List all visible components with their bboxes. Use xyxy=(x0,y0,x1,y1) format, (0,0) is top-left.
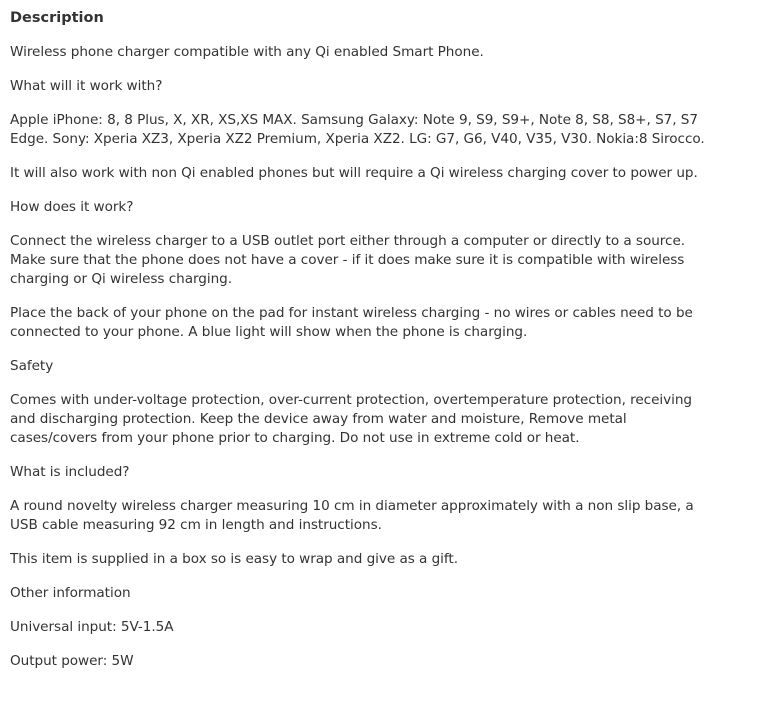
compatibility-heading: What will it work with? xyxy=(10,78,163,94)
placement-paragraph: Place the back of your phone on the pad for instant wireless charging - no wires or cables need to be connected to your phone. A blue light will show when the phone is charging. xyxy=(10,305,693,340)
description-heading: Description xyxy=(10,10,104,26)
safety-heading: Safety xyxy=(10,358,54,374)
non-qi-paragraph: It will also work with non Qi enabled phones but will require a Qi wireless charging cover to power up. xyxy=(10,165,698,181)
included-heading: What is included? xyxy=(10,464,130,480)
gift-paragraph: This item is supplied in a box so is easy to wrap and give as a gift. xyxy=(10,551,458,567)
output-spec: Output power: 5W xyxy=(10,653,134,669)
included-paragraph: A round novelty wireless charger measuring 10 cm in diameter approximately with a non slip base, a USB cable measuring 92 cm in length and instructions. xyxy=(10,498,694,533)
compatible-devices-paragraph: Apple iPhone: 8, 8 Plus, X, XR, XS,XS MAX. Samsung Galaxy: Note 9, S9, S9+, Note 8, S8, S8+, S7, S7 Edge. Sony: Xperia XZ3, Xperia XZ2 Premium, Xperia XZ2. LG: G7, G6, V40, V35, V30. Nokia:8 Sirocco. xyxy=(10,112,705,147)
how-it-works-heading: How does it work? xyxy=(10,199,134,215)
connection-paragraph: Connect the wireless charger to a USB outlet port either through a computer or directly to a source. Make sure that the phone does not have a cover - if it does make sure it is compatible with wireless charging or Qi wireless charging. xyxy=(10,233,686,287)
safety-paragraph: Comes with under-voltage protection, over-current protection, overtemperature protection, receiving and discharging protection. Keep the device away from water and moisture, Remove metal cases/covers from your phone prior to charging. Do not use in extreme cold or heat. xyxy=(10,392,692,446)
other-info-heading: Other information xyxy=(10,585,131,601)
input-spec: Universal input: 5V-1.5A xyxy=(10,619,174,635)
intro-paragraph: Wireless phone charger compatible with any Qi enabled Smart Phone. xyxy=(10,44,484,60)
